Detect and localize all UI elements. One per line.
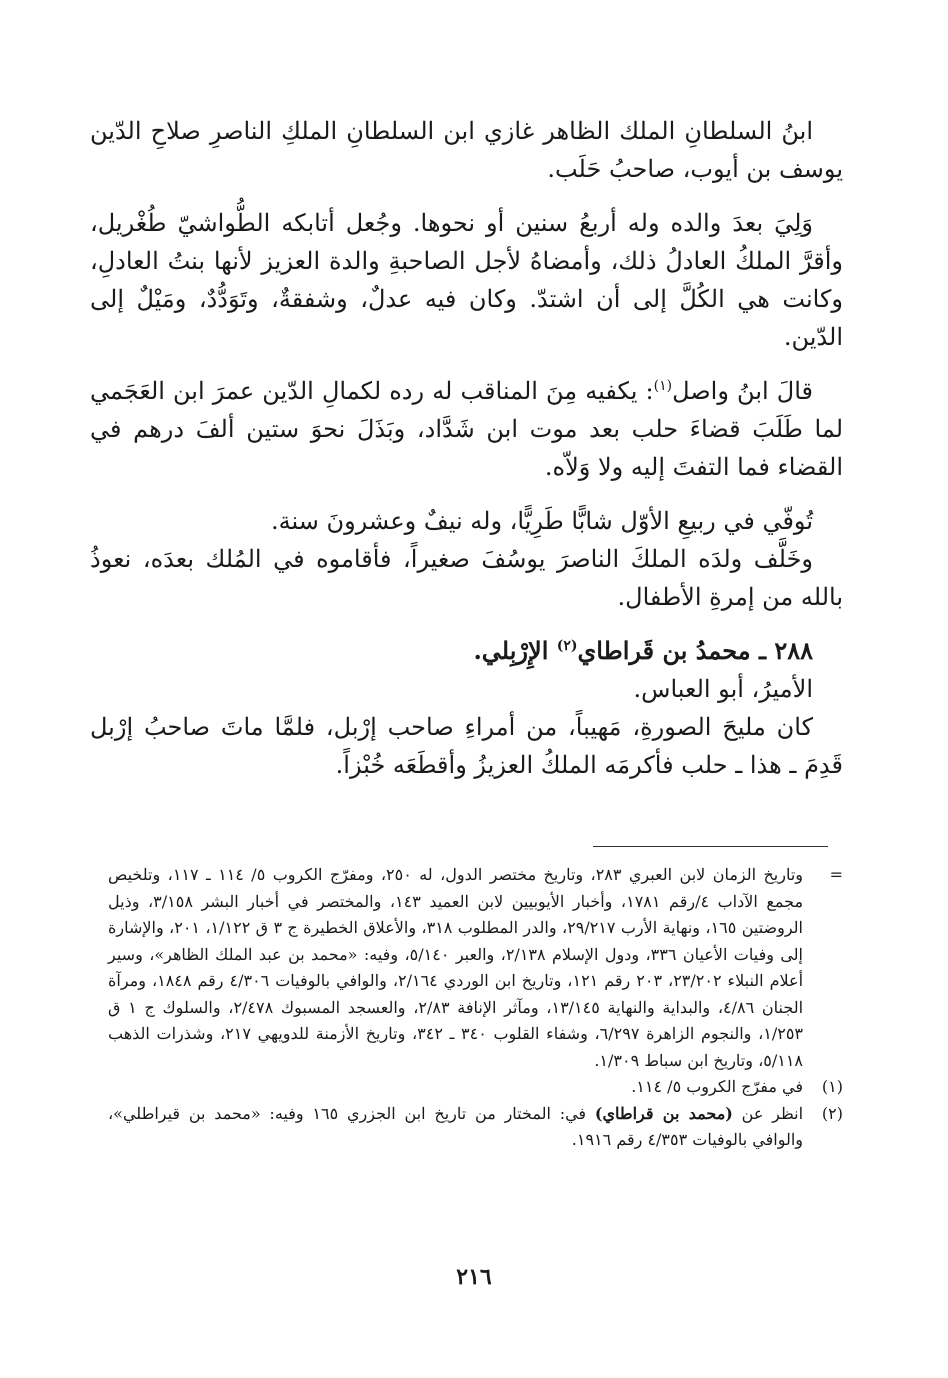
paragraph (90, 372, 843, 486)
paragraph: وخَلَّف ولدَه الملكَ الناصرَ يوسُفَ صغيراً، فأقاموه في المُلك بعدَه، نعوذُ بالله من إمرةِ الأطفال. (90, 545, 843, 611)
paragraph-text: قالَ ابنُ واصل (672, 377, 813, 405)
footnote-text (108, 1101, 803, 1154)
main-text (90, 112, 843, 784)
page-number: ٢١٦ (456, 1264, 492, 1290)
footnote-rest: في: المختار من تاريخ ابن الجزري ١٦٥ وفيه: «محمد بن قيراطلي»، والوافي بالوفيات ٤/٣٥٣ رقم ١٩١٦. (108, 1103, 803, 1149)
continuation-mark: = (829, 865, 843, 884)
paragraph: وَلِيَ بعدَ والده وله أربعُ سنين أو نحوها. وجُعل أتابكه الطُّواشيّ طُغْريل، وأقرَّ الملكُ العادلُ ذلك، وأمضاهُ لأجل الصاحبةِ والدة العزيز لأنها بنتُ العادلِ، وكانت هي الكُلَّ إلى أن اشتدّ. وكان فيه عدلٌ، وشفقةٌ، وتَوَدُّدٌ، ومَيْلٌ إلى الدّين. (90, 209, 843, 351)
paragraph: الأميرُ، أبو العباس. (633, 675, 813, 703)
footnote-name: (محمد بن قراطاي) (594, 1103, 733, 1123)
footnote-continuation (108, 862, 843, 1074)
entry-name: محمدُ بن قَراطاي (577, 636, 751, 665)
footnote-text: في مفرّج الكروب ٥/ ١١٤. (631, 1077, 803, 1096)
paragraph: تُوفّي في ربيعِ الأوّل شابًّا طَرِيًّا، وله نيفٌ وعشرونَ سنة. (270, 507, 813, 535)
entry-nisba: الإِرْبِلي. (473, 636, 549, 665)
paragraph: ابنُ السلطانِ الملك الظاهر غازي ابن السلطانِ الملكِ الناصرِ صلاحِ الدّين يوسف بن أيوب، صاحبُ حَلَب. (90, 117, 843, 183)
footnote-ref[interactable]: (١) (653, 378, 673, 394)
footnote-number: (٢) (821, 1103, 843, 1123)
footnote-1 (108, 1074, 843, 1101)
entry-number: ٢٨٨ ـ (758, 636, 813, 665)
footnote-lead: انظر عن (741, 1103, 804, 1123)
footnotes (108, 862, 843, 1154)
paragraph: كان مليحَ الصورةِ، مَهيباً، من أمراءِ صاحب إرْبل، فلمَّا ماتَ صاحبُ إرْبل قَدِمَ ـ هذا ـ حلب فأكرمَه الملكُ العزيزُ وأقطَعَه خُبْزاً. (90, 713, 843, 779)
paragraph-text: : يكفيه مِنَ المناقب له رده لكمالِ الدّين عمرَ ابن العَجَمي لما طَلَبَ قضاءَ حلب بعد موت ابن شَدَّاد، وبَذَلَ نحوَ ستين ألفَ درهم في القضاء فما التفتَ إليه ولا وَلاّه. (90, 377, 843, 481)
footnote-divider (593, 846, 828, 847)
footnote-number: (١) (821, 1077, 843, 1096)
footnote-ref[interactable]: (٢) (556, 638, 578, 654)
footnote-text: وتاريخ الزمان لابن العبري ٢٨٣، وتاريخ مختصر الدول، له ٢٥٠، ومفرّج الكروب ٥/ ١١٤ ـ ١١٧، وتلخيص مجمع الآداب ٤/رقم ١٧٨١، وأخبار الأيوبيين لابن العميد ١٤٣، والمختصر في أخبار البشر ٣/١٥٨، وذيل الروضتين ١٦٥، ونهاية الأرب ٢٩/٢١٧، والدر المطلوب ٣١٨، والأعلاق الخطيرة ج ٣ ق ١/١٢٢، ٢٠١، والإشارة إلى وفيات الأعيان ٣٣٦، ودول الإسلام ٢/١٣٨، والعبر ٥/١٤٠، وفيه: «محمد بن عبد الملك الظاهر»، وسير أعلام النبلاء ٢٣/٢٠٢، ٢٠٣ رقم ١٢١، وتاريخ ابن الوردي ٢/١٦٤، والوافي بالوفيات ٤/٣٠٦ رقم ١٨٤٨، ومرآة الجنان ٤/٨٦، والبداية والنهاية ١٣/١٤٥، ومآثر الإنافة ٢/٨٣، والعسجد المسبوك ٢/٤٧٨، والسلوك ج ١ ق ١/٢٥٣، والنجوم الزاهرة ٦/٢٩٧، وشفاء القلوب ٣٤٠ ـ ٣٤٢، وتاريخ الأزمنة للدويهي ٢١٧، وشذرات الذهب ٥/١١٨، وتاريخ ابن سباط ١/٣٠٩. (108, 865, 804, 1070)
footnote-2 (108, 1101, 843, 1154)
entry-heading (90, 632, 843, 670)
